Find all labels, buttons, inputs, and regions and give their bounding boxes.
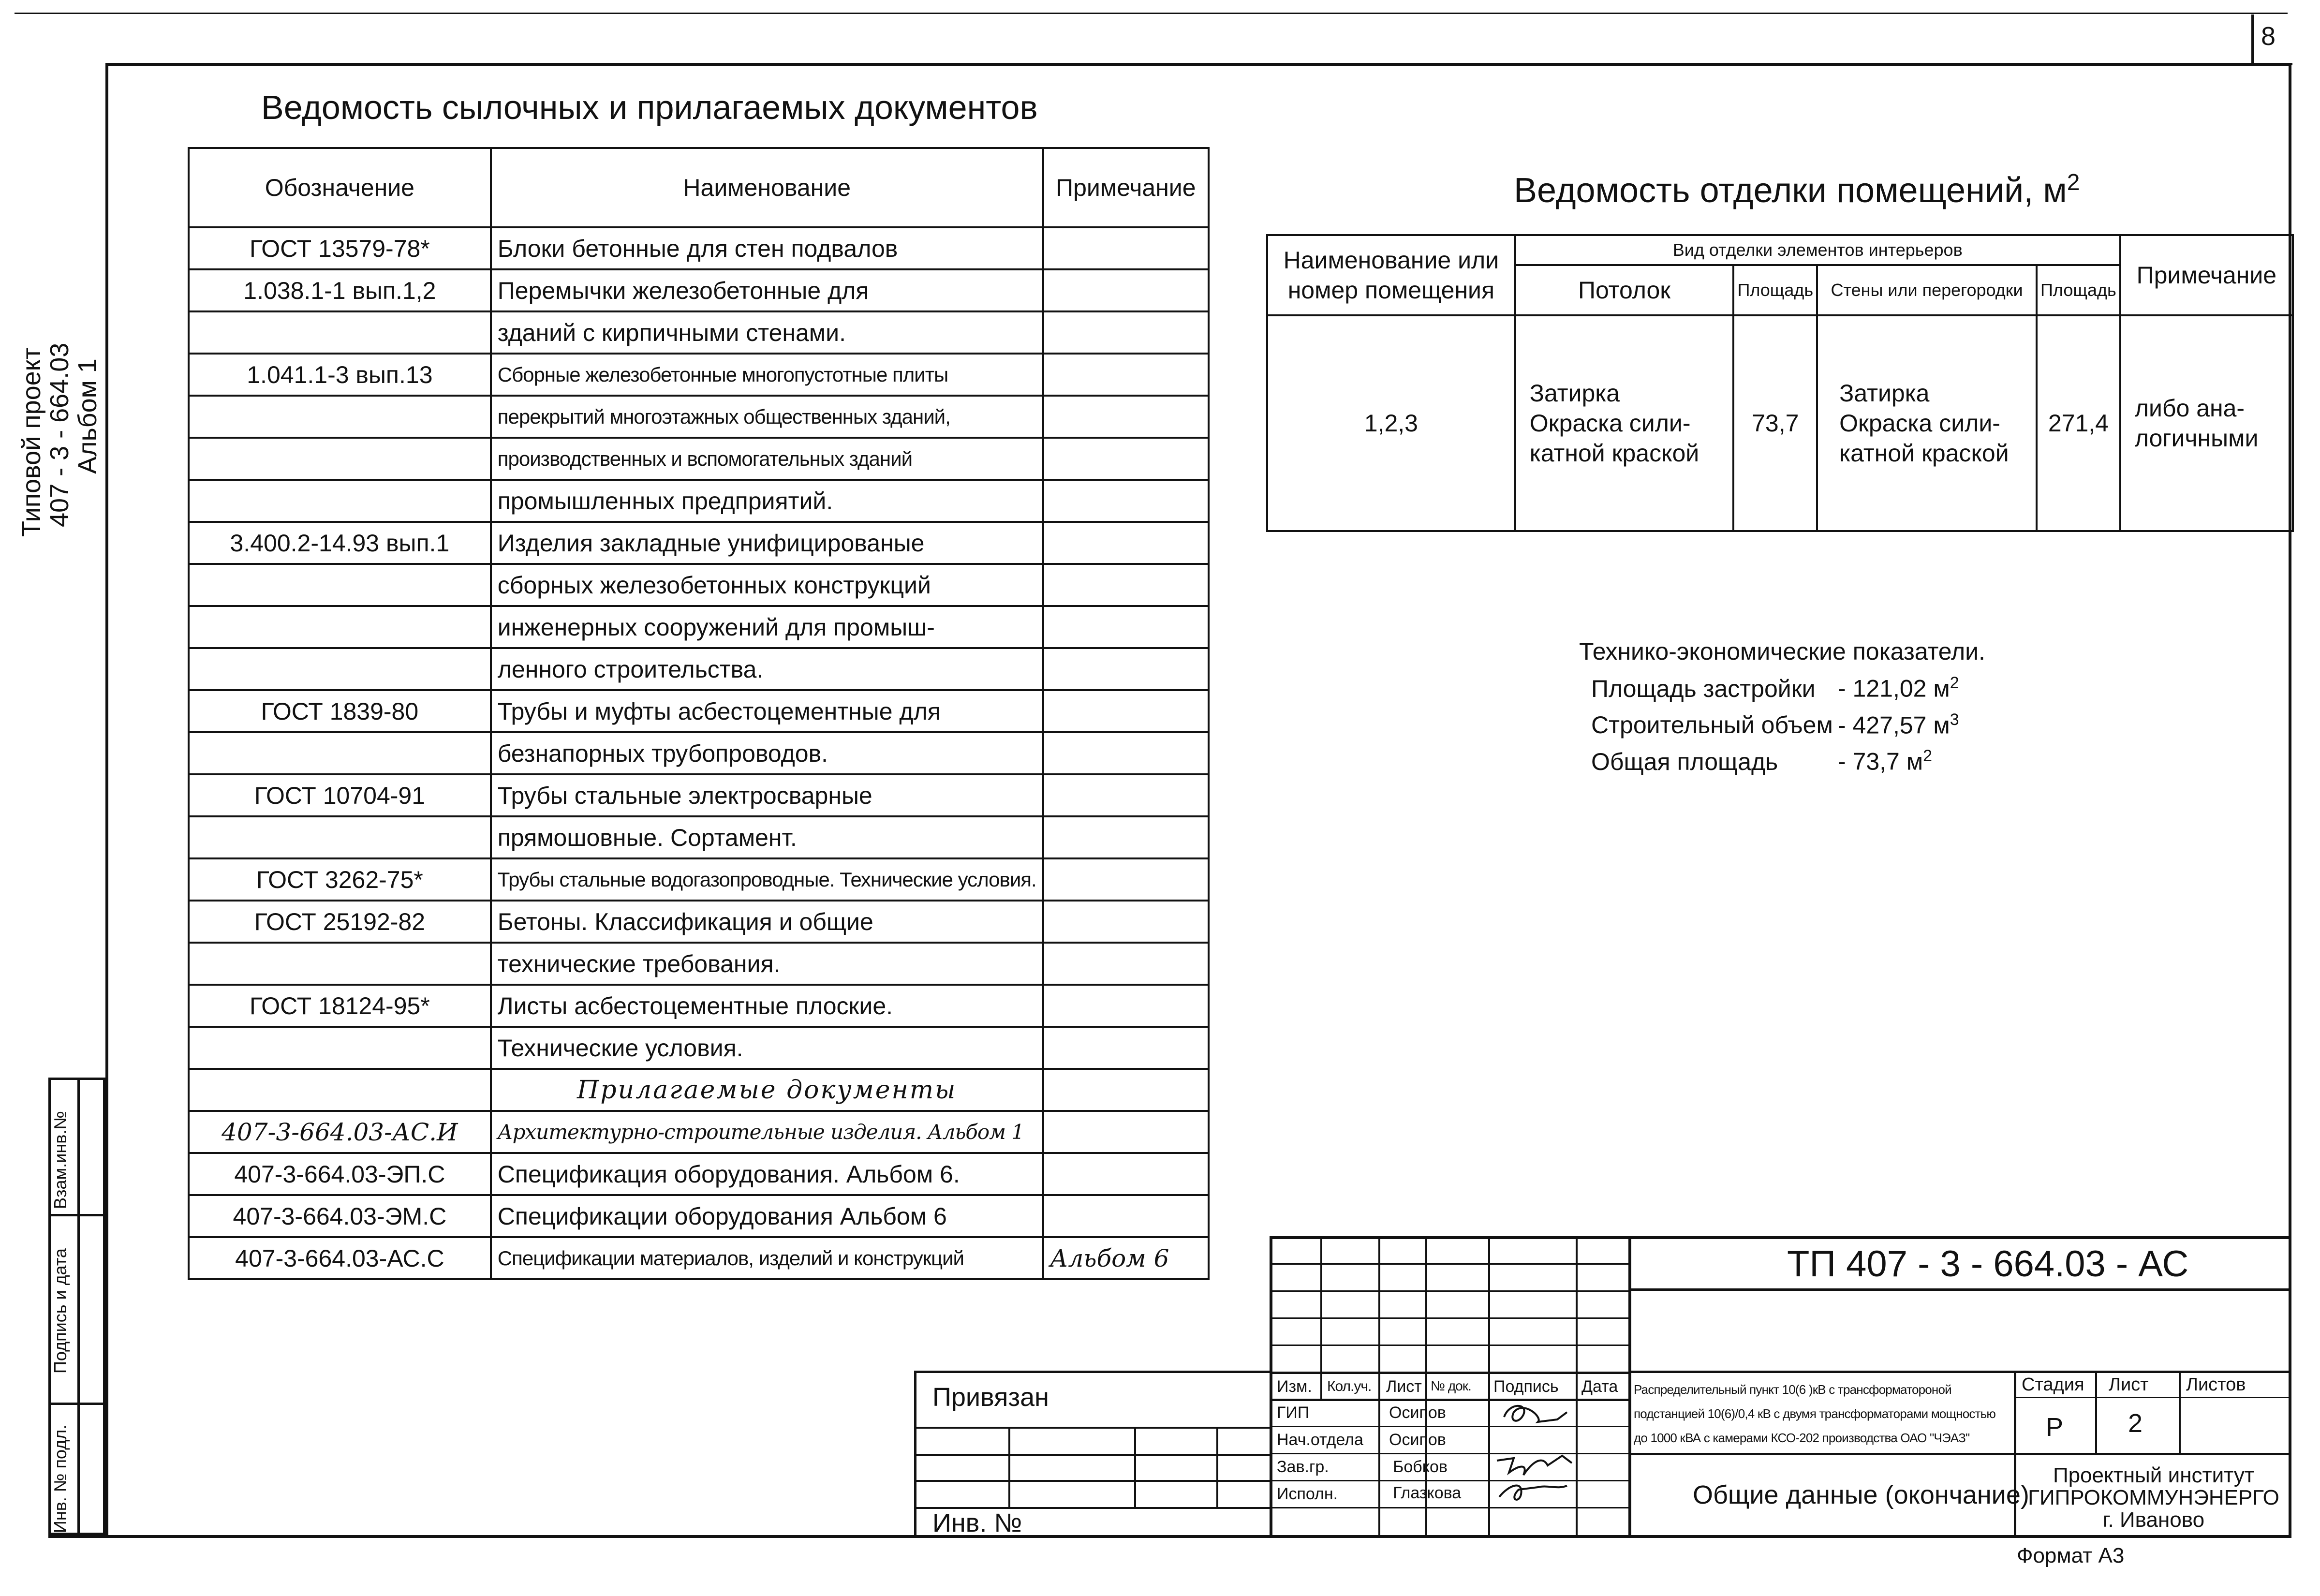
fin-ceiling bbox=[1515, 315, 1734, 531]
signature-ispoln bbox=[1494, 1475, 1577, 1509]
ref-note bbox=[1043, 858, 1209, 901]
ref-code: ГОСТ 18124-95* bbox=[189, 985, 491, 1027]
ref-name: Бетоны. Классификация и общие bbox=[491, 901, 1043, 943]
ref-row bbox=[189, 1027, 1209, 1069]
ref-name: Трубы и муфты асбестоцементные для bbox=[491, 690, 1043, 732]
ref-row bbox=[189, 1237, 1209, 1279]
rev-v4 bbox=[1488, 1236, 1490, 1535]
fin-h-group: Вид отделки элементов интерьеров bbox=[1515, 235, 2120, 265]
ref-code bbox=[189, 1027, 491, 1069]
ref-row bbox=[189, 858, 1209, 901]
ref-note bbox=[1043, 480, 1209, 522]
stamp-description bbox=[1634, 1377, 1995, 1450]
ref-note bbox=[1043, 606, 1209, 648]
ref-note bbox=[1043, 522, 1209, 564]
tech-title: Технико-экономические показатели. bbox=[1579, 638, 1985, 665]
tech-sup: 2 bbox=[1923, 747, 1933, 766]
ref-row bbox=[189, 985, 1209, 1027]
ref-name: инженерных сооружений для промыш- bbox=[491, 606, 1043, 648]
sheets-header: Листов bbox=[2186, 1374, 2246, 1395]
fin-h-walls: Стены или перегородки bbox=[1817, 265, 2037, 315]
frame-top-outer bbox=[15, 13, 2288, 14]
desc-line-1: Распределительный пункт 10(6 )кВ с трансформатороной bbox=[1634, 1382, 1951, 1397]
ref-row bbox=[189, 354, 1209, 396]
ref-name: зданий с кирпичными стенами. bbox=[491, 311, 1043, 354]
privyazan-label: Привязан bbox=[932, 1383, 1049, 1412]
ref-note bbox=[1043, 901, 1209, 943]
fin-h-area2: Площадь bbox=[2037, 265, 2120, 315]
ref-code: 407-3-664.03-ЭМ.С bbox=[189, 1195, 491, 1237]
left-stamp-h2 bbox=[48, 1403, 105, 1405]
ref-name: Спецификации оборудования Альбом 6 bbox=[491, 1195, 1043, 1237]
fin-walls-area: 271,4 bbox=[2037, 315, 2120, 531]
tech-row bbox=[1591, 740, 1959, 777]
ref-name: Технические условия. bbox=[491, 1027, 1043, 1069]
ref-row bbox=[189, 396, 1209, 438]
ref-name: ленного строительства. bbox=[491, 648, 1043, 690]
ref-name: Сборные железобетонные многопустотные плиты bbox=[491, 354, 1043, 396]
ref-name: Трубы стальные электросварные bbox=[491, 774, 1043, 816]
ref-code bbox=[189, 396, 491, 438]
col-koluch: Кол.уч. bbox=[1327, 1378, 1372, 1394]
ref-note bbox=[1043, 943, 1209, 985]
fin-h-note: Примечание bbox=[2120, 235, 2293, 315]
stamp-right-v3 bbox=[2179, 1371, 2181, 1453]
ref-code: ГОСТ 3262-75* bbox=[189, 858, 491, 901]
tech-row bbox=[1591, 667, 1959, 704]
tech-sup: 3 bbox=[1950, 710, 1959, 729]
ref-code: 407-3-664.03-ЭП.С bbox=[189, 1153, 491, 1195]
desc-line-3: до 1000 кВА с камерами КСО-202 производства ОАО "ЧЭАЗ" bbox=[1634, 1431, 1970, 1445]
ref-note: Альбом 6 bbox=[1043, 1237, 1209, 1279]
ref-note bbox=[1043, 311, 1209, 354]
ref-row bbox=[189, 901, 1209, 943]
tech-value: - 427,57 м bbox=[1838, 711, 1950, 739]
ref-name: перекрытий многоэтажных общественных зданий, bbox=[491, 396, 1043, 438]
finishing-table bbox=[1266, 234, 2294, 532]
ref-code: ГОСТ 1839-80 bbox=[189, 690, 491, 732]
ref-code bbox=[189, 564, 491, 606]
ref-row bbox=[189, 522, 1209, 564]
finishing-title bbox=[1514, 169, 2080, 210]
ref-code bbox=[189, 480, 491, 522]
ref-note bbox=[1043, 564, 1209, 606]
ref-row bbox=[189, 564, 1209, 606]
ref-code: 407-3-664.03-АС.С bbox=[189, 1237, 491, 1279]
privyazan-h3 bbox=[914, 1480, 1272, 1482]
ref-name: промышленных предприятий. bbox=[491, 480, 1043, 522]
org-block bbox=[2016, 1464, 2291, 1531]
ref-row bbox=[189, 943, 1209, 985]
ref-code: ГОСТ 10704-91 bbox=[189, 774, 491, 816]
signature-gip bbox=[1499, 1398, 1572, 1432]
col-izm: Изм. bbox=[1277, 1377, 1312, 1396]
role-nach-name: Осипов bbox=[1389, 1431, 1446, 1449]
rev-v2 bbox=[1378, 1236, 1380, 1535]
ref-header-note: Примечание bbox=[1043, 148, 1209, 227]
ref-note bbox=[1043, 1027, 1209, 1069]
tech-label: Площадь застройки bbox=[1591, 675, 1816, 702]
ref-row bbox=[189, 690, 1209, 732]
ref-name: сборных железобетонных конструкций bbox=[491, 564, 1043, 606]
ref-header-name: Наименование bbox=[491, 148, 1043, 227]
privyazan-h1 bbox=[914, 1427, 1272, 1429]
ref-row bbox=[189, 1153, 1209, 1195]
privyazan-h2 bbox=[914, 1454, 1272, 1456]
privyazan-v2 bbox=[1134, 1427, 1136, 1507]
stamp-right-h1 bbox=[1628, 1288, 2291, 1291]
ref-code: ГОСТ 25192-82 bbox=[189, 901, 491, 943]
tech-row bbox=[1591, 704, 1959, 741]
ref-name: технические требования. bbox=[491, 943, 1043, 985]
ref-row bbox=[189, 816, 1209, 858]
ref-name: Листы асбестоцементные плоские. bbox=[491, 985, 1043, 1027]
privyazan-left bbox=[914, 1371, 916, 1535]
fin-ceiling-l1: Затирка bbox=[1529, 380, 1620, 407]
ref-name: Изделия закладные унифицированые bbox=[491, 522, 1043, 564]
ref-note bbox=[1043, 816, 1209, 858]
side-label-2: 407 - 3 - 664.03 bbox=[45, 342, 74, 527]
fin-h-room: Наименование или номер помещения bbox=[1267, 235, 1515, 315]
fin-room: 1,2,3 bbox=[1267, 315, 1515, 531]
role-nach: Нач.отдела bbox=[1277, 1431, 1363, 1449]
frame-bottom bbox=[48, 1535, 2291, 1538]
ref-code: 1.038.1-1 вып.1,2 bbox=[189, 269, 491, 311]
fin-note-l1: либо ана- bbox=[2134, 395, 2245, 422]
role-ispoln-name: Глазкова bbox=[1393, 1484, 1462, 1502]
ref-header-code: Обозначение bbox=[189, 148, 491, 227]
ref-code bbox=[189, 648, 491, 690]
role-ispoln: Исполн. bbox=[1277, 1485, 1338, 1503]
fin-note bbox=[2120, 315, 2293, 531]
ref-name: Спецификации материалов, изделий и конструкций bbox=[491, 1237, 1043, 1279]
stamp-right-v2 bbox=[2095, 1371, 2097, 1453]
role-gip-name: Осипов bbox=[1389, 1404, 1446, 1422]
stamp-grid-right bbox=[1628, 1236, 1631, 1535]
ref-row bbox=[189, 732, 1209, 774]
fin-ceiling-area: 73,7 bbox=[1733, 315, 1817, 531]
ref-code: 407-3-664.03-АС.И bbox=[189, 1111, 491, 1153]
left-stamp-divider bbox=[77, 1078, 80, 1535]
fin-h-ceiling: Потолок bbox=[1515, 265, 1734, 315]
ref-name: Блоки бетонные для стен подвалов bbox=[491, 227, 1043, 269]
fin-walls-l1: Затирка bbox=[1839, 380, 1930, 407]
ref-name: Перемычки железобетонные для bbox=[491, 269, 1043, 311]
tech-sup: 2 bbox=[1950, 674, 1959, 692]
ref-code: 1.041.1-3 вып.13 bbox=[189, 354, 491, 396]
ref-name: Архитектурно-строительные изделия. Альбом 1 bbox=[491, 1111, 1043, 1153]
stamp-right-h2 bbox=[1628, 1371, 2291, 1373]
fin-ceiling-l2: Окраска сили- bbox=[1529, 410, 1691, 437]
ref-code bbox=[189, 943, 491, 985]
stamp-vzam: Взам.инв.№ bbox=[50, 1110, 70, 1209]
tech-label: Общая площадь bbox=[1591, 748, 1778, 775]
ref-code bbox=[189, 311, 491, 354]
desc-line-2: подстанцией 10(6)/0,4 кВ с двумя трансформаторами мощностью bbox=[1634, 1406, 1996, 1421]
tech-value: - 121,02 м bbox=[1838, 675, 1950, 702]
ref-row bbox=[189, 269, 1209, 311]
ref-note bbox=[1043, 648, 1209, 690]
stamp-left bbox=[1270, 1236, 1272, 1535]
fin-walls-l3: катной краской bbox=[1839, 440, 2009, 467]
ref-row bbox=[189, 227, 1209, 269]
stage-value: Р bbox=[2046, 1413, 2064, 1442]
inv-label: Инв. № bbox=[932, 1508, 1022, 1537]
ref-doc-body bbox=[189, 227, 1209, 1279]
finishing-title-sup: 2 bbox=[2067, 170, 2080, 195]
privyazan-v3 bbox=[1216, 1427, 1218, 1507]
ref-note bbox=[1043, 354, 1209, 396]
sheet-value: 2 bbox=[2128, 1409, 2143, 1438]
ref-note bbox=[1043, 774, 1209, 816]
fin-note-l2: логичными bbox=[2134, 425, 2259, 452]
ref-note bbox=[1043, 1111, 1209, 1153]
ref-name: производственных и вспомогательных зданий bbox=[491, 438, 1043, 480]
fin-ceiling-l3: катной краской bbox=[1529, 440, 1699, 467]
stamp-right-h3 bbox=[1628, 1453, 2291, 1455]
frame-top bbox=[105, 63, 2291, 66]
side-label-3: Альбом 1 bbox=[73, 358, 102, 474]
finishing-title-text: Ведомость отделки помещений, м bbox=[1514, 171, 2067, 210]
role-gip: ГИП bbox=[1277, 1404, 1310, 1422]
fin-walls bbox=[1817, 315, 2037, 531]
ref-code: ГОСТ 13579-78* bbox=[189, 227, 491, 269]
role-zav-name: Бобков bbox=[1393, 1458, 1448, 1476]
col-list: Лист bbox=[1386, 1377, 1422, 1396]
org-line-2: ГИПРОКОММУНЭНЕРГО bbox=[2028, 1486, 2279, 1509]
ref-code bbox=[189, 438, 491, 480]
ref-doc-table bbox=[188, 147, 1210, 1280]
ref-row bbox=[189, 438, 1209, 480]
ref-section-empty bbox=[189, 1069, 491, 1111]
stamp-code: ТП 407 - 3 - 664.03 - АС bbox=[1787, 1243, 2189, 1285]
col-ndok: № док. bbox=[1431, 1378, 1471, 1393]
ref-note bbox=[1043, 396, 1209, 438]
ref-name: Трубы стальные водогазопроводные. Технические условия. bbox=[491, 858, 1043, 901]
tech-list bbox=[1591, 667, 1959, 777]
frame-left bbox=[105, 63, 108, 1538]
ref-doc-title: Ведомость сылочных и прилагаемых документов bbox=[261, 89, 1038, 126]
ref-note bbox=[1043, 732, 1209, 774]
stamp-podpis: Подпись и дата bbox=[50, 1248, 70, 1374]
ref-note bbox=[1043, 1195, 1209, 1237]
ref-row bbox=[189, 1195, 1209, 1237]
ref-section-label: Прилагаемые документы bbox=[491, 1069, 1043, 1111]
ref-row bbox=[189, 480, 1209, 522]
doc-title: Общие данные (окончание) bbox=[1693, 1480, 2029, 1509]
ref-row bbox=[189, 1111, 1209, 1153]
fin-h-area1: Площадь bbox=[1733, 265, 1817, 315]
sheet-header: Лист bbox=[2109, 1374, 2149, 1395]
ref-section-empty bbox=[1043, 1069, 1209, 1111]
fin-walls-l2: Окраска сили- bbox=[1839, 410, 2000, 437]
side-label-1: Типовой проект bbox=[17, 347, 46, 537]
ref-code: 3.400.2-14.93 вып.1 bbox=[189, 522, 491, 564]
role-zav: Зав.гр. bbox=[1277, 1458, 1329, 1476]
ref-row bbox=[189, 774, 1209, 816]
ref-code bbox=[189, 732, 491, 774]
ref-row bbox=[189, 648, 1209, 690]
ref-name: Спецификация оборудования. Альбом 6. bbox=[491, 1153, 1043, 1195]
stamp-inv: Инв. № подл. bbox=[50, 1424, 70, 1533]
left-stamp-h1 bbox=[48, 1214, 105, 1216]
stamp-top bbox=[1270, 1236, 2291, 1239]
format-label: Формат А3 bbox=[2017, 1544, 2125, 1567]
tech-value: - 73,7 м bbox=[1838, 748, 1923, 775]
sheet-number: 8 bbox=[2261, 22, 2276, 51]
ref-name: безнапорных трубопроводов. bbox=[491, 732, 1043, 774]
ref-note bbox=[1043, 227, 1209, 269]
ref-name: прямошовные. Сортамент. bbox=[491, 816, 1043, 858]
ref-section-row bbox=[189, 1069, 1209, 1111]
ref-note bbox=[1043, 438, 1209, 480]
ref-row bbox=[189, 311, 1209, 354]
stamp-right-h-stage bbox=[2014, 1397, 2291, 1398]
org-line-1: Проектный институт bbox=[2053, 1463, 2255, 1487]
privyazan-top bbox=[914, 1371, 1272, 1373]
col-data: Дата bbox=[1581, 1377, 1618, 1396]
ref-note bbox=[1043, 690, 1209, 732]
privyazan-v1 bbox=[1008, 1427, 1010, 1507]
ref-note bbox=[1043, 1153, 1209, 1195]
ref-note bbox=[1043, 269, 1209, 311]
ref-row bbox=[189, 606, 1209, 648]
org-line-3: г. Иваново bbox=[2102, 1508, 2205, 1532]
rev-v1 bbox=[1320, 1236, 1322, 1399]
col-podpis: Подпись bbox=[1493, 1377, 1559, 1396]
ref-code bbox=[189, 816, 491, 858]
ref-note bbox=[1043, 985, 1209, 1027]
stage-header: Стадия bbox=[2022, 1374, 2084, 1395]
tech-label: Строительный объем bbox=[1591, 711, 1833, 739]
ref-code bbox=[189, 606, 491, 648]
